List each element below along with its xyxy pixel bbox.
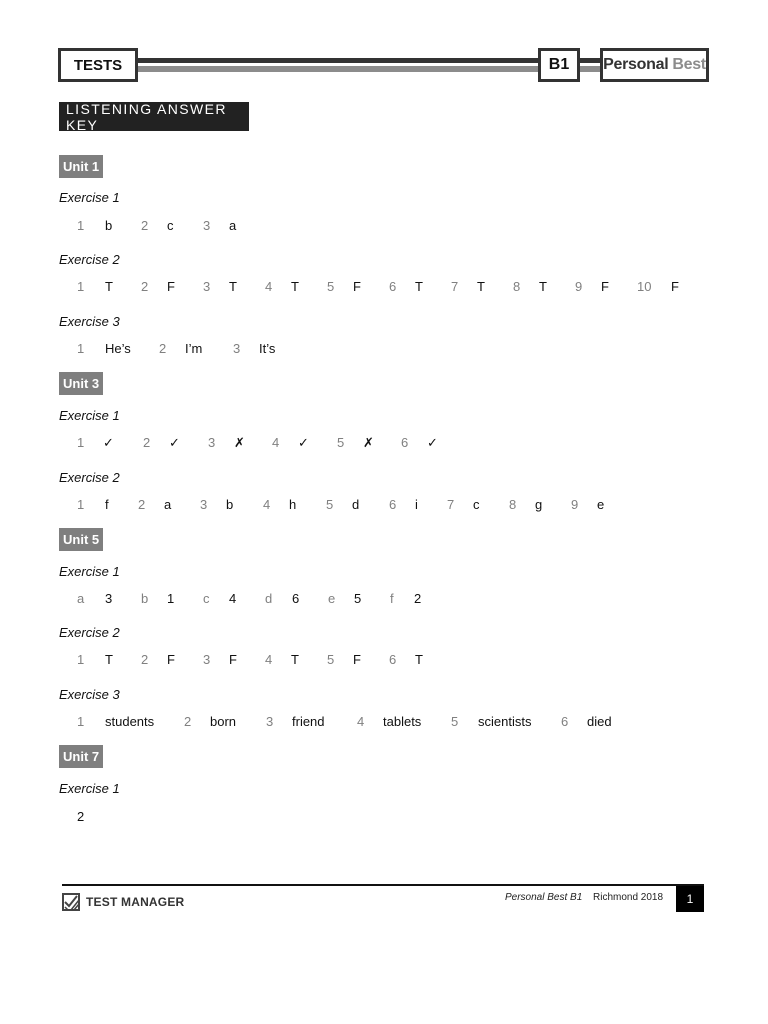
check-mark: ✓ (427, 435, 438, 450)
item-number: 3 (203, 652, 211, 667)
cross-mark: ✗ (234, 435, 245, 450)
item-number: 3 (208, 435, 216, 450)
exercise-label: Exercise 2 (59, 625, 120, 640)
unit-heading: Unit 1 (59, 155, 103, 178)
item-answer: 1 (167, 591, 175, 606)
item-answer: T (415, 652, 423, 667)
item-number: 5 (327, 652, 335, 667)
item-answer: c (167, 218, 174, 233)
item-answer: f (105, 497, 109, 512)
item-answer: F (601, 279, 609, 294)
item-answer: F (229, 652, 237, 667)
header-rule (134, 66, 581, 72)
item-answer: students (105, 714, 155, 729)
item-answer: g (535, 497, 543, 512)
cross-mark: ✗ (363, 435, 374, 450)
exercise-label: Exercise 2 (59, 252, 120, 267)
item-answer: d (352, 497, 360, 512)
item-number: 2 (141, 279, 149, 294)
item-number: 3 (203, 218, 211, 233)
item-number: 5 (451, 714, 459, 729)
level-label: B1 (538, 48, 580, 82)
header-rule (134, 58, 581, 63)
item-answer: F (353, 279, 361, 294)
item-answer: a (164, 497, 172, 512)
item-letter: c (203, 591, 210, 606)
item-number: 7 (447, 497, 455, 512)
exercise-label: Exercise 1 (59, 190, 120, 205)
item-number: 5 (337, 435, 345, 450)
item-number: 6 (389, 652, 397, 667)
item-answer: He’s (105, 341, 131, 356)
item-answer: T (477, 279, 485, 294)
item-number: 5 (327, 279, 335, 294)
item-answer: i (415, 497, 418, 512)
check-mark: ✓ (103, 435, 114, 450)
item-answer: friend (292, 714, 325, 729)
item-answer: 5 (354, 591, 362, 606)
item-number: 1 (77, 714, 85, 729)
check-mark: ✓ (169, 435, 180, 450)
item-answer: e (597, 497, 605, 512)
item-letter: b (141, 591, 149, 606)
test-manager-logo (62, 893, 184, 911)
item-number: 8 (509, 497, 517, 512)
item-number: 10 (637, 279, 652, 294)
item-answer: F (671, 279, 679, 294)
item-answer: died (587, 714, 612, 729)
item-number: 6 (389, 279, 397, 294)
item-number: 1 (77, 497, 85, 512)
item-letter: a (77, 591, 85, 606)
check-mark: ✓ (298, 435, 309, 450)
unit-heading: Unit 3 (59, 372, 103, 395)
item-answer: tablets (383, 714, 422, 729)
item-answer: T (229, 279, 237, 294)
item-answer: F (167, 279, 175, 294)
exercise-label: Exercise 3 (59, 314, 120, 329)
item-letter: d (265, 591, 273, 606)
item-number: 1 (77, 218, 85, 233)
test-manager-icon (62, 893, 80, 911)
item-number: 6 (561, 714, 569, 729)
item-answer: 2 (414, 591, 422, 606)
tests-label: TESTS (58, 48, 138, 82)
item-answer: F (353, 652, 361, 667)
header-bar (58, 48, 709, 82)
item-number: 2 (138, 497, 146, 512)
page-number: 1 (676, 886, 704, 912)
item-number: 3 (203, 279, 211, 294)
exercise-label: Exercise 1 (59, 564, 120, 579)
item-answer: F (167, 652, 175, 667)
item-number: 3 (266, 714, 274, 729)
item-number: 2 (143, 435, 151, 450)
item-answer: T (105, 652, 113, 667)
item-letter: e (328, 591, 336, 606)
item-answer: h (289, 497, 297, 512)
item-answer: T (105, 279, 113, 294)
brand-text-best: Best (672, 56, 706, 73)
exercise-label: Exercise 2 (59, 470, 120, 485)
footer-publisher: Richmond 2018 (593, 892, 664, 903)
exercise-label: Exercise 1 (59, 408, 120, 423)
item-number: 2 (141, 652, 149, 667)
test-manager-label: TEST MANAGER (86, 895, 185, 909)
brand-text-personal: Personal (603, 56, 669, 73)
item-answer: b (105, 218, 113, 233)
item-answer: T (291, 652, 299, 667)
item-number: 4 (357, 714, 365, 729)
unit-heading: Unit 7 (59, 745, 103, 768)
item-number: 3 (233, 341, 241, 356)
item-number: 4 (265, 652, 273, 667)
item-number: 2 (77, 809, 85, 824)
item-number: 1 (77, 279, 85, 294)
item-number: 2 (184, 714, 192, 729)
item-answer: 4 (229, 591, 237, 606)
item-number: 9 (571, 497, 579, 512)
exercise-label: Exercise 1 (59, 781, 120, 796)
item-number: 4 (272, 435, 280, 450)
item-number: 5 (326, 497, 334, 512)
unit-heading: Unit 5 (59, 528, 103, 551)
item-number: 4 (265, 279, 273, 294)
item-answer: T (291, 279, 299, 294)
item-number: 2 (141, 218, 149, 233)
item-number: 8 (513, 279, 521, 294)
item-number: 2 (159, 341, 167, 356)
exercise-label: Exercise 3 (59, 687, 120, 702)
item-number: 6 (401, 435, 409, 450)
item-answer: a (229, 218, 237, 233)
item-answer: 6 (292, 591, 300, 606)
brand-logo (600, 48, 709, 82)
item-number: 9 (575, 279, 583, 294)
item-answer: b (226, 497, 234, 512)
item-answer: born (210, 714, 237, 729)
item-answer: T (415, 279, 423, 294)
item-letter: f (390, 591, 394, 606)
item-number: 6 (389, 497, 397, 512)
item-number: 3 (200, 497, 208, 512)
item-number: 1 (77, 341, 85, 356)
item-number: 1 (77, 435, 85, 450)
item-number: 1 (77, 652, 85, 667)
item-number: 7 (451, 279, 459, 294)
item-answer: scientists (478, 714, 532, 729)
item-answer: I’m (185, 341, 203, 356)
page-title: LISTENING ANSWER KEY (59, 102, 249, 131)
item-answer: T (539, 279, 547, 294)
footer-book-title: Personal Best B1 (505, 892, 583, 903)
item-number: 4 (263, 497, 271, 512)
item-answer: c (473, 497, 480, 512)
item-answer: It’s (259, 341, 276, 356)
footer-rule (62, 884, 704, 886)
item-answer: 3 (105, 591, 113, 606)
